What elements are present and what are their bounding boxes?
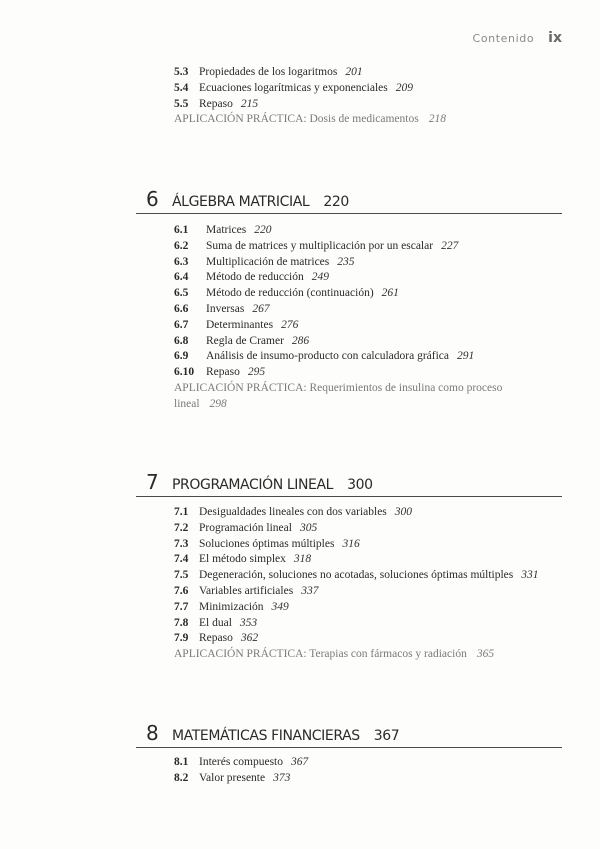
chapter-number: 6 (146, 187, 159, 211)
chapter-title-text: MATEMÁTICAS FINANCIERAS (172, 728, 360, 744)
section-title: Repaso (199, 632, 233, 645)
section-page: 227 (441, 239, 459, 252)
practical-application (174, 647, 580, 663)
section-number: 6.8 (174, 334, 189, 347)
section-title: Repaso (206, 366, 240, 379)
section-title: Repaso (199, 97, 233, 110)
section-page: 318 (293, 553, 312, 566)
application-page: 365 (476, 648, 495, 661)
toc-entry (174, 318, 580, 334)
toc-entry (174, 365, 580, 381)
section-page: 349 (271, 600, 289, 613)
application-label: APLICACIÓN PRÁCTICA: (174, 648, 307, 661)
application-page: 218 (428, 113, 446, 126)
section-number: 7.1 (174, 506, 189, 518)
chapter-title-text: PROGRAMACIÓN LINEAL (172, 477, 334, 493)
section-title: Inversas (206, 302, 245, 315)
application-text: Requerimientos de insulina como proceso lineal (174, 381, 503, 410)
chapter-page: 367 (373, 728, 400, 744)
section-page: 215 (240, 97, 259, 110)
toc-entry (174, 302, 580, 318)
section-page: 367 (291, 756, 309, 768)
section-title: Análisis de insumo-producto con calculadora gráfica (206, 350, 450, 363)
section-title: Propiedades de los logaritmos (199, 66, 338, 78)
section-page: 353 (239, 616, 258, 629)
chapter-page: 220 (323, 194, 349, 210)
section-page: 209 (395, 81, 413, 94)
toc-entry (174, 505, 580, 521)
section-page: 220 (254, 224, 272, 236)
section-number: 6.9 (174, 350, 189, 363)
section-number: 7.4 (174, 553, 189, 566)
chapter-rule (136, 496, 562, 497)
section-number: 7.3 (174, 537, 189, 550)
toc-entry (174, 97, 580, 113)
application-text: Terapias con fármacos y radiación (309, 648, 467, 661)
toc-block-ch5-tail (174, 65, 580, 128)
section-number: 6.5 (174, 287, 189, 300)
toc-entry (174, 600, 580, 616)
application-label: APLICACIÓN PRÁCTICA: (174, 381, 307, 394)
section-title: Regla de Cramer (206, 334, 284, 347)
toc-entry (174, 631, 580, 647)
section-number: 6.2 (174, 239, 189, 252)
section-number: 6.3 (174, 255, 189, 268)
chapter-heading-8 (136, 721, 562, 748)
chapter-number: 7 (146, 470, 159, 494)
chapter-number: 8 (146, 721, 159, 745)
section-page: 286 (291, 334, 310, 347)
toc-entry (174, 349, 580, 365)
section-page: 305 (299, 521, 318, 534)
section-title: El método simplex (199, 553, 286, 566)
section-number: 6.10 (174, 366, 195, 379)
toc-entry (174, 255, 580, 271)
section-number: 8.2 (174, 771, 189, 784)
section-number: 7.8 (174, 616, 189, 629)
section-page: 316 (342, 537, 360, 550)
chapter-page: 300 (347, 477, 373, 493)
section-title: Multiplicación de matrices (206, 255, 330, 268)
section-page: 261 (381, 287, 399, 300)
section-title: Valor presente (199, 771, 266, 784)
section-title: Interés compuesto (199, 756, 283, 768)
section-title: Minimización (199, 600, 264, 613)
section-number: 7.2 (174, 521, 189, 534)
section-page: 331 (521, 569, 539, 582)
section-page: 295 (247, 366, 266, 379)
chapter-title-text: ÁLGEBRA MATRICIAL (172, 194, 310, 210)
chapter-heading-7 (136, 470, 562, 497)
section-number: 7.5 (174, 569, 189, 582)
practical-application (174, 112, 580, 128)
toc-entry (174, 568, 580, 584)
section-title: Método de reducción (206, 271, 304, 284)
toc-block-ch7 (174, 505, 580, 663)
section-page: 373 (273, 771, 291, 784)
section-number: 6.7 (174, 318, 189, 331)
section-number: 6.4 (174, 271, 189, 284)
toc-entry (174, 584, 580, 600)
toc-entry (174, 755, 580, 771)
section-page: 291 (457, 350, 475, 363)
section-title: El dual (199, 616, 232, 629)
section-page: 337 (301, 584, 319, 597)
toc-entry (174, 81, 580, 97)
section-title: Soluciones óptimas múltiples (199, 537, 335, 550)
toc-entry (174, 552, 580, 568)
section-number: 5.4 (174, 81, 189, 94)
application-text: Dosis de medicamentos (309, 113, 419, 126)
section-title: Degeneración, soluciones no acotadas, soluciones óptimas múltiples (199, 569, 514, 582)
toc-block-ch8 (174, 755, 580, 787)
section-title: Programación lineal (199, 521, 292, 534)
section-number: 6.1 (174, 224, 189, 236)
toc-entry (174, 521, 580, 537)
section-title: Ecuaciones logarítmicas y exponenciales (199, 81, 388, 94)
chapter-rule (136, 213, 562, 214)
section-title: Desigualdades lineales con dos variables (199, 506, 387, 518)
running-head-label: Contenido (472, 32, 535, 45)
section-title: Matrices (206, 224, 247, 236)
section-page: 201 (345, 66, 363, 78)
practical-application (174, 381, 519, 413)
page-number: ix (548, 30, 562, 46)
chapter-title (172, 477, 373, 493)
section-page: 362 (240, 632, 259, 645)
running-head (473, 30, 562, 48)
section-page: 276 (281, 318, 299, 331)
section-number: 8.1 (174, 756, 189, 768)
section-number: 5.5 (174, 97, 189, 110)
application-label: APLICACIÓN PRÁCTICA: (174, 113, 307, 126)
section-number: 7.9 (174, 632, 189, 645)
toc-entry (174, 65, 580, 81)
chapter-heading-6 (136, 187, 562, 214)
toc-entry (174, 616, 580, 632)
section-number: 7.6 (174, 584, 189, 597)
toc-block-ch6 (174, 223, 580, 413)
section-page: 267 (252, 302, 270, 315)
section-title: Determinantes (206, 318, 274, 331)
section-number: 5.3 (174, 66, 189, 78)
chapter-title (172, 194, 349, 210)
section-page: 300 (394, 506, 413, 518)
application-page: 298 (209, 397, 227, 410)
toc-entry (174, 239, 580, 255)
section-number: 7.7 (174, 600, 189, 613)
toc-entry (174, 334, 580, 350)
section-page: 235 (337, 255, 355, 268)
section-number: 6.6 (174, 302, 189, 315)
toc-entry (174, 270, 580, 286)
section-title: Suma de matrices y multiplicación por un escalar (206, 239, 434, 252)
chapter-rule (136, 747, 562, 748)
toc-entry (174, 537, 580, 553)
section-page: 249 (311, 271, 329, 284)
toc-entry (174, 223, 580, 239)
toc-entry (174, 286, 580, 302)
section-title: Variables artificiales (199, 584, 294, 597)
toc-entry (174, 771, 580, 787)
chapter-title (172, 728, 399, 744)
section-title: Método de reducción (continuación) (206, 287, 374, 300)
